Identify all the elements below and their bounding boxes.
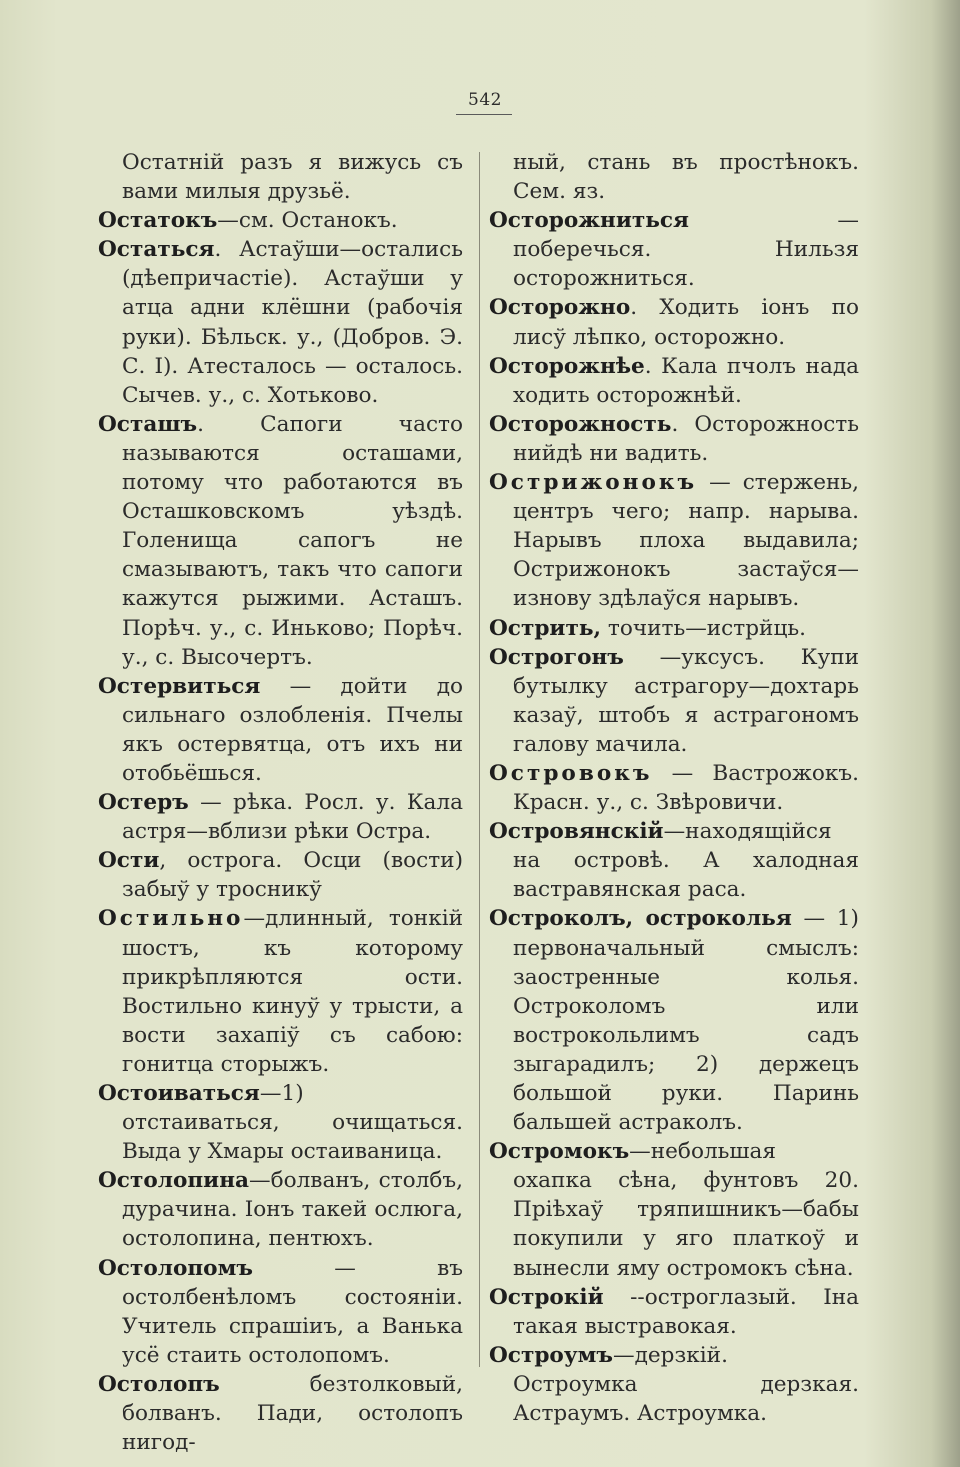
entry-definition: , острога. Осци (вости) забыў у тросникў <box>122 848 463 903</box>
entry-definition: —см. Останокъ. <box>217 208 398 234</box>
dictionary-entry <box>98 1079 463 1166</box>
entry-definition: — поберечься. Нильзя осторожниться. <box>513 208 859 292</box>
entry-definition: безтолковый, болванъ. Пади, остолопъ нигод- <box>122 1371 463 1456</box>
dictionary-entry <box>489 904 859 1137</box>
entry-headword: Островокъ <box>489 760 653 786</box>
entry-headword: Острить, <box>489 615 602 641</box>
entry-definition: —1) отстаиваться, очищаться. Выда у Хмары остаиваница. <box>122 1081 463 1165</box>
entry-headword: Остеръ <box>98 790 189 816</box>
entry-definition: --остроглазый. Іна такая выстравокая. <box>513 1284 859 1339</box>
entry-headword: Остатокъ <box>98 208 218 234</box>
entry-headword: Осторожниться <box>489 208 690 234</box>
dictionary-entry <box>98 1166 463 1253</box>
dictionary-entry <box>98 846 463 904</box>
dictionary-entry <box>98 148 463 206</box>
entry-headword: Ости <box>98 848 160 874</box>
entry-headword: Острокій <box>489 1284 604 1310</box>
entry-headword: Осторожнѣе <box>489 353 645 379</box>
dictionary-entry <box>489 206 859 293</box>
entry-definition: — рѣка. Росл. у. Кала астря—вблизи рѣки Остра. <box>122 790 463 845</box>
entry-headword: Остолопомъ <box>98 1255 253 1281</box>
entry-headword: Остильно <box>98 906 244 932</box>
entry-definition: Остатній разъ я вижусь съ вами милыя друзьё. <box>122 150 463 205</box>
dictionary-entry <box>98 410 463 672</box>
entry-headword: Остервиться <box>98 673 261 699</box>
dictionary-entry <box>489 1341 859 1428</box>
entry-definition: —уксусъ. Купи бутылку астрагору—дохтарь казаў, штобъ я астрагономъ галову мачила. <box>513 644 859 757</box>
dictionary-entry <box>489 817 859 904</box>
dictionary-entry <box>489 352 859 410</box>
dictionary-entry <box>489 410 859 468</box>
dictionary-entry <box>98 1370 463 1457</box>
dictionary-entry <box>489 148 859 206</box>
entry-definition: точить—истрйць. <box>601 615 806 641</box>
dictionary-entry <box>98 1254 463 1370</box>
dictionary-entry <box>98 788 463 846</box>
entry-definition: —небольшая охапка сѣна, фунтовъ 20. Пріѣхаў тряпишникъ—бабы покупили у яго платкоў и вынесли яму остромокъ сѣна. <box>513 1139 859 1281</box>
entry-definition: — стержень, центръ чего; напр. нарыва. Нарывъ плоха выдавила; Острижонокъ застаўся— изнову здѣлаўся нарывъ. <box>513 470 859 612</box>
dictionary-entry <box>489 759 859 817</box>
entry-definition: —болванъ, столбъ, дурачина. Іонъ такей ослюга, остолопина, пентюхъ. <box>122 1168 463 1252</box>
entry-headword: Островянскій <box>489 819 664 845</box>
entry-headword: Осторожность <box>489 411 672 437</box>
page-number-rule <box>456 114 512 115</box>
entry-definition: . Кала пчолъ нада ходить осторожнѣй. <box>513 353 859 408</box>
dictionary-entry <box>489 468 859 613</box>
entry-definition: . Ходить іонъ по лисў лѣпко, осторожно. <box>513 295 859 350</box>
entry-headword: Остолопъ <box>98 1371 220 1397</box>
entry-headword: Острижонокъ <box>489 470 698 496</box>
entry-definition: — дойти до сильнаго озлобленія. Пчелы якъ остервятца, отъ ихъ ни отобьёшься. <box>122 673 463 786</box>
entry-headword: Остаться <box>98 237 215 263</box>
entry-definition: — 1) первоначальный смыслъ: заостренные колья. Остроколомъ или вострокольлимъ садъ зыгарадилъ; 2) держецъ большой руки. Паринь бальшей астраколъ. <box>513 906 859 1136</box>
dictionary-entry <box>489 643 859 759</box>
dictionary-entry <box>489 614 859 643</box>
dictionary-entry <box>98 672 463 788</box>
entry-headword: Осташъ <box>98 411 198 437</box>
entry-definition: ный, стань въ простѣнокъ. Сем. яз. <box>513 150 859 205</box>
right-column <box>489 148 859 1428</box>
dictionary-entry <box>489 293 859 351</box>
dictionary-entry <box>489 1283 859 1341</box>
dictionary-entry <box>489 1137 859 1282</box>
entry-definition: — въ остолбенѣломъ состояніи. Учитель спрашіиъ, а Ванька усё стаить остолопомъ. <box>122 1255 463 1368</box>
entry-definition: . Осторожность нийдѣ ни вадить. <box>513 411 859 466</box>
entry-definition: —находящійся на островѣ. А халодная вастравянская раса. <box>513 819 859 903</box>
entry-headword: Осторожно <box>489 295 631 321</box>
entry-headword: Остроколъ, остроколья <box>489 906 792 932</box>
entry-headword: Остромокъ <box>489 1139 630 1165</box>
entry-definition: —дерзкій. Остроумка дерзкая. Астраумъ. Астроумка. <box>513 1342 859 1427</box>
dictionary-entry <box>98 235 463 410</box>
dictionary-entry <box>98 206 463 235</box>
entry-definition: . Астаўши—остались (дѣепричастіе). Астаўши у атца адни клёшни (рабочія руки). Бѣльск. у., (Добров. Э. С. I). Атесталось — осталось. Сычев. у., с. Хотьково. <box>122 237 463 408</box>
entry-headword: Остоиваться <box>98 1081 260 1106</box>
dictionary-entry <box>98 904 463 1079</box>
entry-definition: — Вастрожокъ. Красн. у., с. Звѣровичи. <box>513 760 859 816</box>
entry-headword: Острогонъ <box>489 644 624 670</box>
entry-headword: Остроумъ <box>489 1342 613 1368</box>
left-column <box>98 148 463 1457</box>
entry-definition: —длинный, тонкій шостъ, къ которому прикрѣпляются ости. Востильно кинуў у трысти, а вости захапіў съ сабою: гонитца сторыжъ. <box>122 906 463 1077</box>
entry-definition: . Сапоги часто называются осташами, потому что работаются въ Осташковскомъ уѣздѣ. Голенища сапогъ не смазываютъ, такъ что сапоги кажутся рыжими. Асташъ. Порѣч. у., с. Иньково; Порѣч. у., с. Высочертъ. <box>122 411 463 670</box>
entry-headword: Остолопина <box>98 1168 249 1194</box>
page-number: 542 <box>468 90 502 110</box>
column-divider <box>479 152 480 1367</box>
